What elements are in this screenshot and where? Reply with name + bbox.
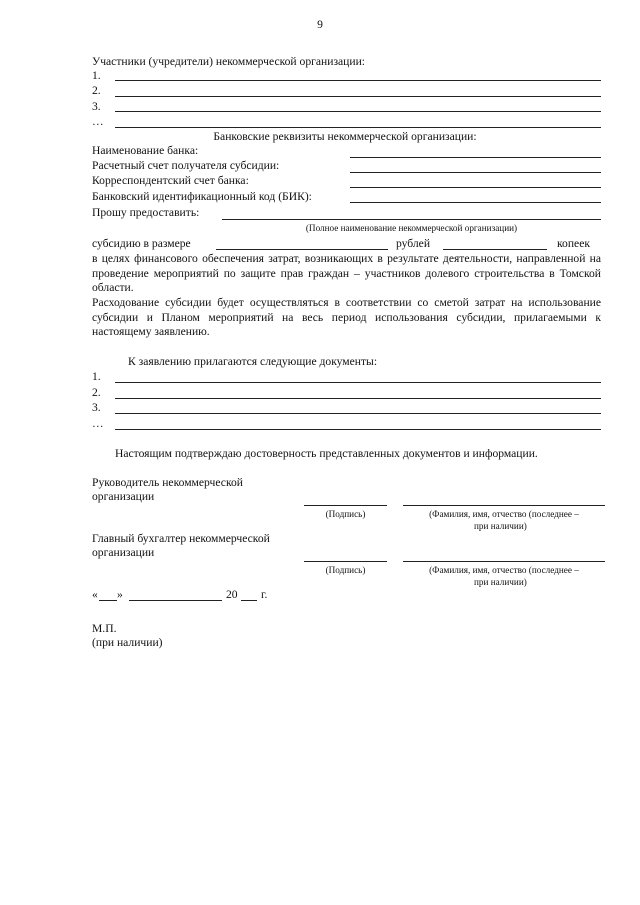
attachments-title: К заявлению прилагаются следующие документы: (128, 355, 378, 368)
date-quote-close: » (117, 588, 123, 601)
bank-name-line[interactable] (350, 157, 601, 158)
accountant-role-line1: Главный бухгалтер некоммерческой (92, 532, 270, 545)
org-name-line[interactable] (222, 219, 601, 220)
stamp-note: (при наличии) (92, 636, 163, 649)
request-label: Прошу предоставить: (92, 206, 200, 219)
accountant-signature-line[interactable] (304, 561, 387, 562)
date-year-suffix: г. (261, 588, 268, 601)
account-label: Расчетный счет получателя субсидии: (92, 159, 280, 172)
page-number: 9 (317, 18, 323, 31)
founders-item-2-line[interactable] (115, 96, 601, 97)
attachment-1-number: 1. (92, 370, 101, 383)
purpose-paragraph: в целях финансового обеспечения затрат, возникающих в результате деятельности, направленной на проведение мероприятий по защите прав граждан – участников долевого строительства в Томской области. (92, 252, 601, 295)
org-name-caption: (Полное наименование некоммерческой организации) (305, 223, 518, 233)
director-signature-line[interactable] (304, 505, 387, 506)
date-month-line[interactable] (129, 600, 222, 601)
bank-name-label: Наименование банка: (92, 144, 199, 157)
kopecks-label: копеек (557, 237, 590, 250)
director-name-line[interactable] (403, 505, 605, 506)
director-name-caption-line2: при наличии) (474, 521, 527, 531)
founders-item-2-number: 2. (92, 84, 101, 97)
director-signature-caption: (Подпись) (325, 509, 366, 519)
bank-title: Банковские реквизиты некоммерческой организации: (213, 130, 477, 143)
accountant-signature-caption: (Подпись) (325, 565, 366, 575)
spending-paragraph: Расходование субсидии будет осуществляться в соответствии со сметой затрат на использование субсидии и Планом мероприятий на весь период использования субсидии, прилагаемыми к настоящему заявлению. (92, 296, 601, 339)
attachment-more: … (92, 417, 104, 430)
founders-item-1-line[interactable] (115, 80, 601, 81)
accountant-name-caption-line2: при наличии) (474, 577, 527, 587)
date-day-line[interactable] (99, 600, 117, 601)
founders-item-more-line[interactable] (115, 127, 601, 128)
account-line[interactable] (350, 172, 601, 173)
founders-item-1-number: 1. (92, 69, 101, 82)
confirmation-text: Настоящим подтверждаю достоверность представленных документов и информации. (115, 447, 538, 460)
founders-title: Участники (учредители) некоммерческой организации: (92, 55, 366, 68)
attachment-more-line[interactable] (115, 429, 601, 430)
bik-label: Банковский идентификационный код (БИК): (92, 190, 312, 203)
director-role-line2: организации (92, 490, 155, 503)
corr-account-line[interactable] (350, 187, 601, 188)
founders-item-3-line[interactable] (115, 111, 601, 112)
attachment-3-line[interactable] (115, 413, 601, 414)
date-year-prefix: 20 (226, 588, 238, 601)
bik-line[interactable] (350, 202, 601, 203)
accountant-name-caption-line1: (Фамилия, имя, отчество (последнее – (429, 565, 579, 575)
attachment-2-line[interactable] (115, 398, 601, 399)
attachment-2-number: 2. (92, 386, 101, 399)
amount-prefix: субсидию в размере (92, 237, 191, 250)
accountant-name-line[interactable] (403, 561, 605, 562)
founders-item-3-number: 3. (92, 100, 101, 113)
attachment-1-line[interactable] (115, 382, 601, 383)
founders-item-more: … (92, 115, 104, 128)
rubles-line[interactable] (216, 249, 388, 250)
date-year-line[interactable] (241, 600, 257, 601)
attachment-3-number: 3. (92, 401, 101, 414)
director-name-caption-line1: (Фамилия, имя, отчество (последнее – (429, 509, 579, 519)
stamp-label: М.П. (92, 622, 117, 635)
accountant-role-line2: организации (92, 546, 155, 559)
date-quote-open: « (92, 588, 98, 601)
corr-account-label: Корреспондентский счет банка: (92, 174, 249, 187)
kopecks-line[interactable] (443, 249, 547, 250)
director-role-line1: Руководитель некоммерческой (92, 476, 243, 489)
rubles-label: рублей (396, 237, 431, 250)
